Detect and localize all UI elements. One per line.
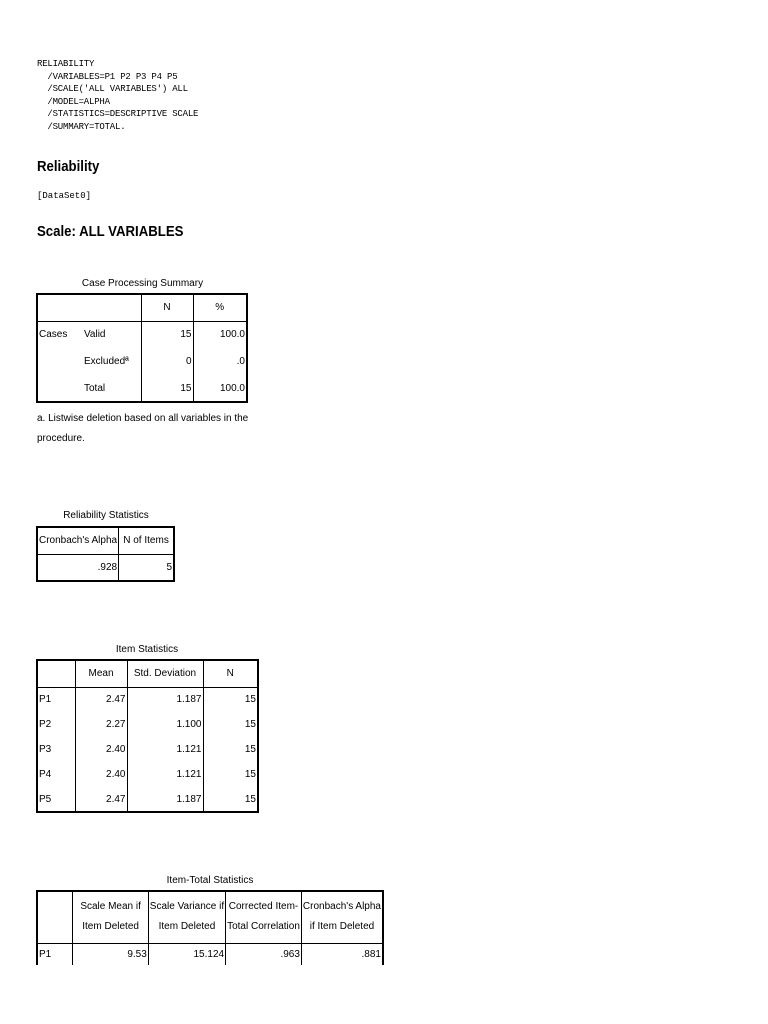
syntax-line: /STATISTICS=DESCRIPTIVE SCALE bbox=[37, 109, 199, 119]
table-row bbox=[37, 687, 258, 712]
table-header-row bbox=[37, 891, 383, 943]
syntax-line: RELIABILITY bbox=[37, 59, 95, 69]
header-cell bbox=[37, 294, 83, 321]
row-label: Excludedª bbox=[83, 348, 141, 375]
header-cell bbox=[83, 294, 141, 321]
row-label: Valid bbox=[83, 321, 141, 348]
table-row bbox=[37, 762, 258, 787]
table-row bbox=[37, 737, 258, 762]
syntax-line: /VARIABLES=P1 P2 P3 P4 P5 bbox=[37, 71, 178, 82]
row-group-label: Cases bbox=[39, 329, 68, 341]
cell-mean: 2.40 bbox=[75, 737, 127, 762]
case-summary-title: Case Processing Summary bbox=[81, 278, 204, 289]
col-corrected-corr-header bbox=[226, 891, 302, 943]
header-line: Total Correlation bbox=[227, 921, 300, 933]
cell-sd: 1.187 bbox=[127, 787, 203, 812]
row-group-empty bbox=[37, 375, 83, 402]
cell-corrected-corr: .963 bbox=[226, 943, 302, 965]
row-label: P3 bbox=[37, 737, 75, 762]
cell-n: 15 bbox=[244, 793, 256, 805]
header-line: Corrected Item- bbox=[228, 901, 299, 913]
row-group-empty bbox=[37, 348, 83, 375]
table-row bbox=[37, 712, 258, 737]
cell-mean: 2.27 bbox=[75, 712, 127, 737]
cell-scale-variance: 15.124 bbox=[148, 943, 225, 965]
scale-heading: Scale: ALL VARIABLES bbox=[37, 223, 184, 240]
table-row bbox=[37, 943, 383, 965]
col-sd-header: Std. Deviation bbox=[127, 660, 203, 687]
row-label: P1 bbox=[37, 687, 75, 712]
table-row bbox=[37, 321, 247, 348]
syntax-block bbox=[37, 58, 198, 133]
cell-mean: 2.47 bbox=[75, 687, 127, 712]
table-row bbox=[37, 348, 247, 375]
table-header-row bbox=[37, 660, 258, 687]
reliability-table bbox=[36, 526, 175, 582]
cell-n: 15 bbox=[141, 375, 193, 402]
table-header-row bbox=[37, 527, 174, 554]
header-cell bbox=[37, 891, 73, 943]
cell-alpha: .928 bbox=[37, 554, 119, 581]
item-total-title: Item-Total Statistics bbox=[166, 875, 254, 886]
header-line: Item Deleted bbox=[158, 921, 216, 933]
cell-sd: 1.121 bbox=[127, 737, 203, 762]
item-total-table bbox=[36, 890, 384, 965]
case-summary-table bbox=[36, 293, 248, 403]
cell-n: 15 bbox=[244, 769, 256, 780]
cell-n: 15 bbox=[244, 694, 256, 706]
item-stats-table bbox=[36, 659, 259, 813]
row-label: P4 bbox=[37, 762, 75, 787]
cell-scale-mean: 9.53 bbox=[73, 943, 148, 965]
col-alpha-deleted-header bbox=[301, 891, 383, 943]
col-scale-variance-header bbox=[148, 891, 225, 943]
col-pct-header: % bbox=[193, 294, 247, 321]
col-mean-header: Mean bbox=[75, 660, 127, 687]
footnote bbox=[37, 409, 248, 449]
header-line: if Item Deleted bbox=[309, 921, 375, 933]
syntax-line: /MODEL=ALPHA bbox=[37, 96, 110, 107]
table-row bbox=[37, 375, 247, 402]
header-line: Scale Mean if bbox=[80, 901, 141, 913]
row-label: Total bbox=[83, 375, 141, 402]
syntax-line: /SUMMARY=TOTAL. bbox=[37, 121, 126, 132]
procedure-heading: Reliability bbox=[37, 158, 100, 175]
cell-n: 15 bbox=[244, 744, 256, 755]
table-row bbox=[37, 554, 174, 581]
footnote-line: procedure. bbox=[37, 433, 85, 444]
cell-pct: 100.0 bbox=[219, 382, 245, 394]
row-label: P1 bbox=[37, 943, 73, 965]
cell-sd: 1.100 bbox=[127, 712, 203, 737]
header-line: Item Deleted bbox=[82, 921, 139, 933]
row-label: P5 bbox=[37, 787, 75, 812]
table-header-row bbox=[37, 294, 247, 321]
cell-n: 15 bbox=[244, 719, 256, 730]
cell-pct: 100.0 bbox=[219, 329, 245, 341]
cell-mean: 2.40 bbox=[75, 762, 127, 787]
dataset-label: [DataSet0] bbox=[37, 191, 92, 201]
footnote-line: a. Listwise deletion based on all variables in the bbox=[37, 413, 249, 424]
cell-pct: .0 bbox=[236, 356, 245, 367]
header-cell bbox=[37, 660, 75, 687]
col-alpha-header: Cronbach's Alpha bbox=[37, 527, 119, 554]
row-label: P2 bbox=[37, 712, 75, 737]
cell-sd: 1.187 bbox=[127, 687, 203, 712]
col-n-header: N bbox=[203, 660, 258, 687]
col-items-header: N of Items bbox=[119, 527, 174, 554]
col-scale-mean-header bbox=[73, 891, 148, 943]
cell-n: 0 bbox=[141, 348, 193, 375]
reliability-title: Reliability Statistics bbox=[63, 510, 149, 521]
cell-alpha-deleted: .881 bbox=[361, 948, 381, 960]
col-n-header: N bbox=[141, 294, 193, 321]
syntax-line: /SCALE('ALL VARIABLES') ALL bbox=[37, 84, 188, 94]
header-line: Scale Variance if bbox=[149, 901, 225, 913]
table-row bbox=[37, 787, 258, 812]
header-line: Cronbach's Alpha bbox=[302, 901, 381, 913]
item-stats-title: Item Statistics bbox=[115, 644, 179, 655]
cell-mean: 2.47 bbox=[75, 787, 127, 812]
cell-items: 5 bbox=[166, 561, 172, 573]
cell-n: 15 bbox=[141, 321, 193, 348]
cell-sd: 1.121 bbox=[127, 762, 203, 787]
